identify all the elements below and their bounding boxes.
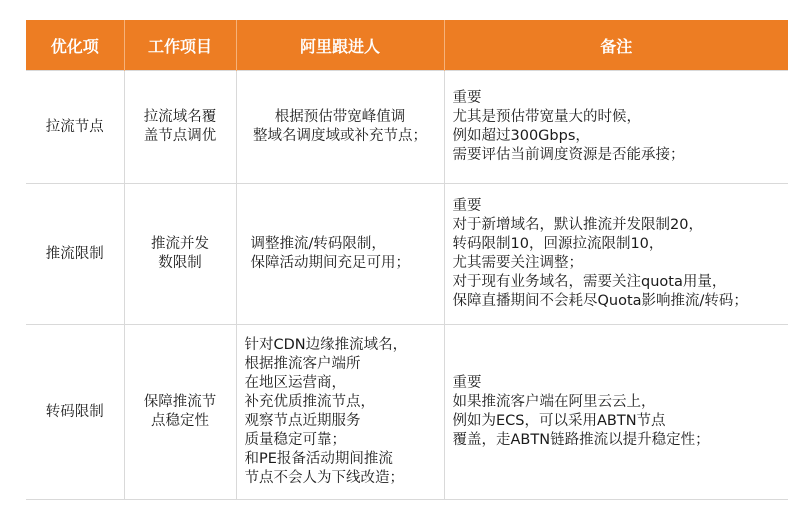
cell-item: 转码限制 — [26, 325, 124, 500]
cell-item: 推流限制 — [26, 184, 124, 325]
header-optimization-item: 优化项 — [26, 20, 124, 71]
cell-item: 拉流节点 — [26, 71, 124, 184]
optimization-table — [26, 20, 788, 500]
table-body — [26, 71, 788, 500]
cell-owner: 调整推流/转码限制， 保障活动期间充足可用； — [236, 184, 444, 325]
table-header — [26, 20, 788, 71]
cell-note: 重要 对于新增域名，默认推流并发限制20， 转码限制10，回源拉流限制10， 尤其需要关注调整； 对于现有业务域名，需要关注quota用量， 保障直播期间不会耗尽Quota影响推流/转码； — [444, 184, 788, 325]
cell-owner: 根据预估带宽峰值调 整域名调度域或补充节点； — [236, 71, 444, 184]
header-row — [26, 20, 788, 71]
cell-project: 保障推流节 点稳定性 — [124, 325, 236, 500]
cell-project: 推流并发 数限制 — [124, 184, 236, 325]
cell-note: 重要 尤其是预估带宽量大的时候， 例如超过300Gbps， 需要评估当前调度资源是否能承接； — [444, 71, 788, 184]
header-work-project: 工作项目 — [124, 20, 236, 71]
header-ali-owner: 阿里跟进人 — [236, 20, 444, 71]
header-notes: 备注 — [444, 20, 788, 71]
cell-project: 拉流域名覆 盖节点调优 — [124, 71, 236, 184]
cell-owner: 针对CDN边缘推流域名， 根据推流客户端所 在地区运营商， 补充优质推流节点， 观察节点近期服务 质量稳定可靠； 和PE报备活动期间推流 节点不会人为下线改造； — [236, 325, 444, 500]
table-row — [26, 71, 788, 184]
table-row — [26, 184, 788, 325]
cell-note: 重要 如果推流客户端在阿里云云上， 例如为ECS，可以采用ABTN节点 覆盖，走ABTN链路推流以提升稳定性； — [444, 325, 788, 500]
table-row — [26, 325, 788, 500]
